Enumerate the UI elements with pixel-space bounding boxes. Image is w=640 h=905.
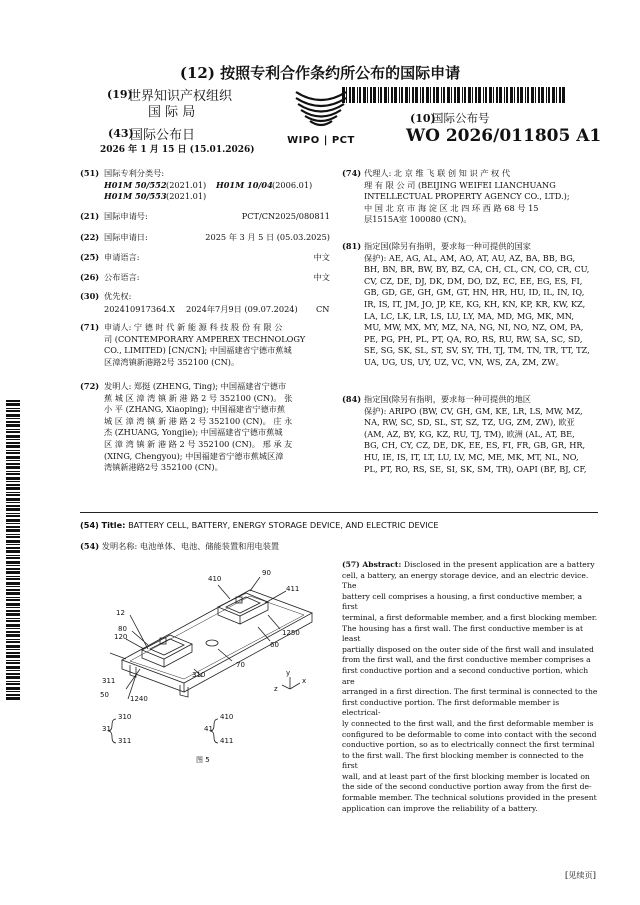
abstract-line: first conductive portion. The first deformable member is electrical- — [342, 697, 560, 718]
side-barcode — [6, 400, 20, 704]
inventor-line: 小 平 (ZHANG, Xiaoping); 中国福建省宁德市蕉 — [104, 404, 286, 415]
designated-state-line: PE, PG, PH, PL, PT, QA, RO, RS, RU, RW, SA, SC, SD, — [364, 333, 583, 344]
inventor-line: 发明人: 郑挺 (ZHENG, Ting); 中国福建省宁德市 — [104, 381, 287, 391]
designated-state-line: LA, LC, LK, LR, LS, LU, LY, MA, MD, MG, MK, MN, — [364, 310, 575, 321]
application-number: PCT/CN2025/080811 — [241, 211, 330, 221]
designated-state-line: BH, BN, BR, BW, BY, BZ, CA, CH, CL, CN, CO, CR, CU, — [364, 264, 590, 275]
designated-region-line: 保护): ARIPO (BW, CV, GH, GM, KE, LR, LS, MW, MZ, — [364, 405, 583, 416]
ipc-class-1: H01M 50/552 — [104, 180, 167, 190]
figure-reference-label: 12 — [116, 609, 125, 617]
abstract-line: The housing has a first wall. The first conductive member is at least — [342, 623, 584, 644]
figure-reference-label: 1240 — [130, 695, 148, 703]
filing-date: 2025 年 3 月 5 日 (05.03.2025) — [205, 232, 330, 242]
figure-reference-label: 311 — [118, 737, 132, 745]
abstract-label: Abstract: — [362, 560, 404, 569]
abstract-number: (57) — [342, 560, 363, 569]
designated-state-line: IR, IS, IT, JM, JO, JP, KE, KG, KH, KN, KP, KR, KW, KZ, — [364, 298, 586, 309]
abstract-line: wall, and at least part of the first blocking member is located on — [342, 771, 590, 781]
figure-reference-label: 411 — [286, 585, 300, 593]
figure-reference-label: z — [274, 685, 278, 693]
designated-state-line: UA, UG, US, UY, UZ, VC, VN, WS, ZA, ZM, ZW。 — [364, 356, 564, 367]
ipc-class-3-date: (2021.01) — [166, 191, 207, 201]
figure-reference-label: 60 — [270, 641, 279, 649]
abstract-block — [342, 560, 600, 814]
abstract-line: ly connected to the first wall, and the first deformable member is — [342, 718, 594, 728]
divider-rule — [80, 512, 598, 513]
abstract-line: to the first wall. The first blocking member is connected to the first — [342, 750, 584, 771]
org-name-line2: 国 际 局 — [148, 105, 196, 120]
abstract-line: from the first wall, and the first conductive member comprises a — [342, 655, 591, 665]
figure-reference-label: 41 — [204, 725, 213, 733]
inventor-line: 城 区 漳 湾 镇 新 港 路 2 号 352100 (CN)。 庄 永 — [104, 415, 293, 426]
designated-region-line: HU, IE, IS, IT, LT, LU, LV, MC, ME, MK, MT, NL, NO, — [364, 451, 579, 462]
designated-states-national — [364, 241, 596, 369]
inventor-line: 杰 (ZHUANG, Yongjie); 中国福建省宁德市蕉城 — [104, 427, 283, 438]
agent-line: 代理人: 北 京 维 飞 联 创 知 识 产 权 代 — [364, 168, 511, 178]
designated-state-line: CV, CZ, DE, DJ, DK, DM, DO, DZ, EC, EE, EG, ES, FI, — [364, 275, 583, 286]
designated-state-line: GB, GD, GE, GH, GM, GT, HN, HR, HU, ID, IL, IN, IQ, — [364, 287, 585, 298]
field-71-number: (71) — [80, 322, 100, 332]
designated-region-line: (AM, AZ, BY, KG, KZ, RU, TJ, TM), 欧洲 (AL, AT, BE, — [364, 428, 575, 439]
abstract-line: terminal, a first deformable member, and a first blocking member. — [342, 612, 598, 622]
agent-line: 中 国 北 京 市 海 淀 区 北 四 环 西 路 68 号 15 — [364, 202, 539, 213]
figure-caption: 图 5 — [196, 756, 210, 764]
agent-block — [364, 168, 596, 226]
field-81-number: (81) — [342, 241, 362, 251]
ipc-class-2-date: (2006.01) — [272, 180, 313, 190]
inventor-line: 区 漳 湾 镇 新 港 路 2 号 352100 (CN)。 邢 承 友 — [104, 438, 293, 449]
field-72-number: (72) — [80, 381, 100, 391]
field-26: (26) 公布语言: — [80, 272, 140, 282]
pubdate-value: 2026 年 1 月 15 日 (15.01.2026) — [100, 145, 255, 155]
designated-states-regional — [364, 394, 596, 475]
abstract-line: arranged in a first direction. The first terminal is connected to the — [342, 687, 598, 697]
inventor-line: 蕉 城 区 漳 湾 镇 新 港 路 2 号 352100 (CN)。 张 — [104, 392, 293, 403]
designated-region-line: NA, RW, SC, SD, SL, ST, SZ, TZ, UG, ZM, ZW), 欧亚 — [364, 417, 575, 428]
figure-reference-label: 70 — [236, 661, 245, 669]
pubno-label: 国际公布号 — [432, 111, 490, 125]
figure-reference-label: y — [286, 669, 291, 677]
figure-reference-label: 31 — [102, 725, 111, 733]
field-74-number: (74) — [342, 168, 362, 178]
abstract-line: conductive portion, so as to electrically connect the first terminal — [342, 740, 595, 750]
designated-region-line: 指定国(除另有指明，要求每一种可提供的地区 — [364, 394, 531, 404]
designated-region-line: BG, CH, CY, CZ, DE, DK, EE, ES, FI, FR, GB, GR, HR, — [364, 440, 586, 451]
abstract-line: partially disposed on the outer side of the first wall and insulated — [342, 644, 594, 654]
abstract-line: application can improve the reliability of a battery. — [342, 803, 538, 813]
designated-state-line: 保护): AE, AG, AL, AM, AO, AT, AU, AZ, BA, BB, BG, — [364, 252, 576, 263]
designated-state-line: MU, MW, MX, MY, MZ, NA, NG, NI, NO, NZ, OM, PA, — [364, 322, 584, 333]
title-english: (54) Title: BATTERY CELL, BATTERY, ENERGY STORAGE DEVICE, AND ELECTRIC DEVICE — [80, 520, 439, 530]
abstract-line: first conductive portion and a second conductive portion, which are — [342, 665, 589, 686]
figure-reference-label: 1250 — [282, 629, 300, 637]
pubdate-number: (43) — [108, 127, 134, 140]
figure-reference-label: 120 — [114, 633, 128, 641]
org-number: (19) — [107, 88, 133, 101]
top-barcode — [342, 87, 566, 107]
publication-language: 中文 — [313, 272, 330, 282]
priority-country: CN — [316, 304, 330, 314]
ipc-class-3: H01M 50/553 — [104, 191, 167, 201]
designated-state-line: SE, SG, SK, SL, ST, SV, SY, TH, TJ, TM, TN, TR, TT, TZ, — [364, 345, 590, 356]
applicant-block — [104, 322, 330, 368]
field-21: (21) 国际申请号: — [80, 211, 148, 221]
abstract-line: (57) Abstract: Disclosed in the present application are a battery — [342, 560, 595, 569]
agent-line: INTELLECTUAL PROPERTY AGENCY CO., LTD.); — [364, 191, 570, 202]
title-chinese: (54) 发明名称: 电池单体、电池、储能装置和用电装置 — [80, 541, 280, 551]
figure-reference-label: 410 — [220, 713, 234, 721]
figure-reference-label: 310 — [192, 671, 206, 679]
abstract-line: cell, a battery, an energy storage device, and an electric device. The — [342, 570, 589, 591]
wipo-pct-text: WIPO | PCT — [287, 135, 355, 146]
ipc-class-1-date: (2021.01) — [166, 180, 207, 190]
battery-cell-drawing — [100, 565, 335, 765]
field-25: (25) 申请语言: — [80, 252, 140, 262]
ipc-class-2: H01M 10/04 — [216, 180, 273, 190]
agent-line: 理 有 限 公 司 (BEIJING WEIFEI LIANCHUANG — [364, 179, 556, 190]
inventor-line: (XING, Chengyou); 中国福建省宁德市蕉城区漳 — [104, 450, 284, 461]
figure-reference-label: 410 — [208, 575, 222, 583]
applicant-line: 申请人: 宁 德 时 代 新 能 源 科 技 股 份 有 限 公 — [104, 322, 283, 332]
inventor-block — [104, 381, 330, 474]
figure-reference-label: 411 — [220, 737, 234, 745]
field-84-number: (84) — [342, 394, 362, 404]
figure-reference-label: 80 — [118, 625, 127, 633]
applicant-line: 区漳湾镇新港路2号 352100 (CN)。 — [104, 356, 240, 367]
figure-reference-label: 310 — [118, 713, 132, 721]
figure-reference-label: 50 — [100, 691, 109, 699]
designated-state-line: 指定国(除另有指明，要求每一种可提供的国家 — [364, 241, 531, 251]
continued-page-note: [见续页] — [565, 870, 596, 880]
field-30: (30) 优先权: — [80, 291, 132, 301]
abstract-line: configured to be deformable to come into contact with the second — [342, 729, 597, 739]
pubdate-label: 国际公布日 — [130, 128, 196, 143]
figure-reference-label: 90 — [262, 569, 271, 577]
priority-number: 202410917364.X — [104, 304, 175, 314]
applicant-line: CO., LIMITED) [CN/CN]; 中国福建省宁德市蕉城 — [104, 345, 292, 356]
org-name-line1: 世界知识产权组织 — [128, 89, 233, 104]
figure-reference-label: 311 — [102, 677, 116, 685]
figure-reference-label: x — [302, 677, 307, 685]
abstract-line: battery cell comprises a housing, a first conductive member, a first — [342, 591, 582, 612]
applicant-line: 司 (CONTEMPORARY AMPEREX TECHNOLOGY — [104, 333, 306, 344]
document-title: (12) 按照专利合作条约所公布的国际申请 — [179, 64, 461, 82]
agent-line: 层1515A室 100080 (CN)。 — [364, 214, 472, 225]
designated-region-line: PL, PT, RO, RS, SE, SI, SK, SM, TR), OAPI (BF, BJ, CF, — [364, 463, 587, 474]
field-51: (51) 国际专利分类号: — [80, 168, 165, 178]
filing-language: 中文 — [313, 252, 330, 262]
patent-figure — [100, 565, 335, 765]
inventor-line: 湾镇新港路2号 352100 (CN)。 — [104, 462, 223, 473]
priority-date: 2024年7月9日 (09.07.2024) — [186, 304, 298, 314]
abstract-line: the side of the second conductive portion away from the first de- — [342, 782, 592, 792]
abstract-line: formable member. The technical solutions provided in the present — [342, 793, 597, 803]
pubno-value: WO 2026/011805 A1 — [406, 126, 602, 146]
field-22: (22) 国际申请日: — [80, 232, 148, 242]
pubno-number: (10) — [410, 112, 436, 125]
